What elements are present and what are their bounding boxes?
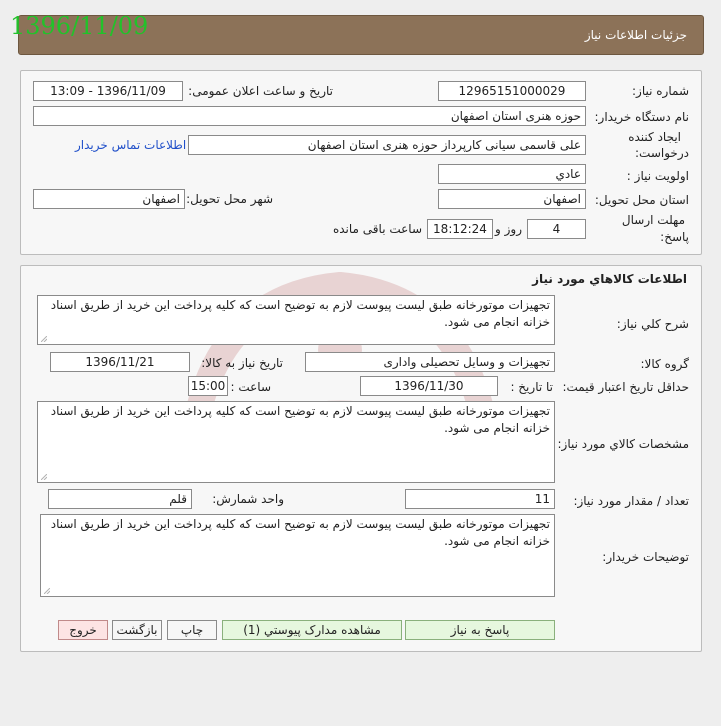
reply-button[interactable]: پاسخ به نیاز xyxy=(405,620,555,640)
need-number-label: شماره نیاز: xyxy=(632,84,689,98)
exit-button[interactable]: خروج xyxy=(58,620,108,640)
creator-field: علی قاسمی سیانی کارپرداز حوزه هنری استان اصفهان xyxy=(188,135,586,155)
resize-grip-icon xyxy=(41,474,47,480)
deadline-label-2: پاسخ: xyxy=(660,230,689,244)
unit-field: قلم xyxy=(48,489,192,509)
priority-field: عادي xyxy=(438,164,586,184)
resize-grip-icon xyxy=(41,336,47,342)
need-number-field: 12965151000029 xyxy=(438,81,586,101)
summary-label: شرح کلي نياز: xyxy=(616,317,689,331)
view-attachments-button[interactable]: مشاهده مدارک پیوستي (1) xyxy=(222,620,402,640)
summary-textarea[interactable] xyxy=(37,295,555,345)
quantity-label: تعداد / مقدار مورد نیاز: xyxy=(573,494,689,508)
quantity-field: 11 xyxy=(405,489,555,509)
province-label: استان محل تحویل: xyxy=(594,193,689,207)
specs-textarea[interactable] xyxy=(37,401,555,483)
goods-section-title: اطلاعات کالاهاي مورد نياز xyxy=(532,272,687,286)
validity-date-field: 1396/11/30 xyxy=(360,376,498,396)
back-button[interactable]: بازگشت xyxy=(112,620,162,640)
announce-datetime-label: تاریخ و ساعت اعلان عمومی: xyxy=(188,84,333,98)
print-button[interactable]: چاپ xyxy=(167,620,217,640)
summary-text: تجهیزات موتورخانه طبق لیست پیوست لازم به توضیح است که کلیه پرداخت این خرید از طریق اسناد خزانه انجام می شود. xyxy=(50,298,550,329)
goods-group-field: تجهیزات و وسایل تحصیلی واداری xyxy=(305,352,555,372)
price-validity-label: حداقل تاریخ اعتبار قیمت: xyxy=(562,380,689,394)
deadline-label: مهلت ارسال xyxy=(621,213,685,227)
province-field: اصفهان xyxy=(438,189,586,209)
buyer-org-label: نام دستگاه خریدار: xyxy=(594,110,689,124)
goods-group-label: گروه کالا: xyxy=(640,357,689,371)
validity-time-label: ساعت : xyxy=(230,380,271,394)
need-date-field: 1396/11/21 xyxy=(50,352,190,372)
specs-text: تجهیزات موتورخانه طبق لیست پیوست لازم به توضیح است که کلیه پرداخت این خرید از طریق اسناد خزانه انجام می شود. xyxy=(50,404,550,435)
buyer-notes-textarea[interactable] xyxy=(40,514,555,597)
city-field: اصفهان xyxy=(33,189,185,209)
resize-grip-icon xyxy=(44,588,50,594)
buyer-contact-link[interactable]: اطلاعات تماس خریدار xyxy=(75,138,187,152)
buyer-notes-text: تجهیزات موتورخانه طبق لیست پیوست لازم به توضیح است که کلیه پرداخت این خرید از طریق اسناد خزانه انجام می شود. xyxy=(50,517,550,548)
days-field: 4 xyxy=(527,219,586,239)
announce-datetime-field: 1396/11/09 - 13:09 xyxy=(33,81,183,101)
priority-label: اولویت نیاز : xyxy=(626,169,689,183)
city-label: شهر محل تحویل: xyxy=(186,192,273,206)
buyer-org-field: حوزه هنری استان اصفهان xyxy=(33,106,586,126)
time-left-word: ساعت باقی مانده xyxy=(332,222,422,236)
unit-label: واحد شمارش: xyxy=(212,492,284,506)
creator-label: ایجاد کننده xyxy=(628,130,681,144)
date-stamp: 1396/11/09 xyxy=(10,12,149,40)
until-date-label: تا تاریخ : xyxy=(510,380,553,394)
page-title: جزئیات اطلاعات نیاز xyxy=(584,28,687,42)
creator-label-2: درخواست: xyxy=(635,146,689,160)
specs-label: مشخصات کالاي مورد نياز: xyxy=(557,437,689,451)
need-date-label: تاریخ نیاز به کالا: xyxy=(201,356,283,370)
days-word: روز و xyxy=(495,222,522,236)
validity-time-field: 15:00 xyxy=(188,376,228,396)
time-left-field: 18:12:24 xyxy=(427,219,493,239)
buyer-notes-label: توضیحات خریدار: xyxy=(602,550,689,564)
